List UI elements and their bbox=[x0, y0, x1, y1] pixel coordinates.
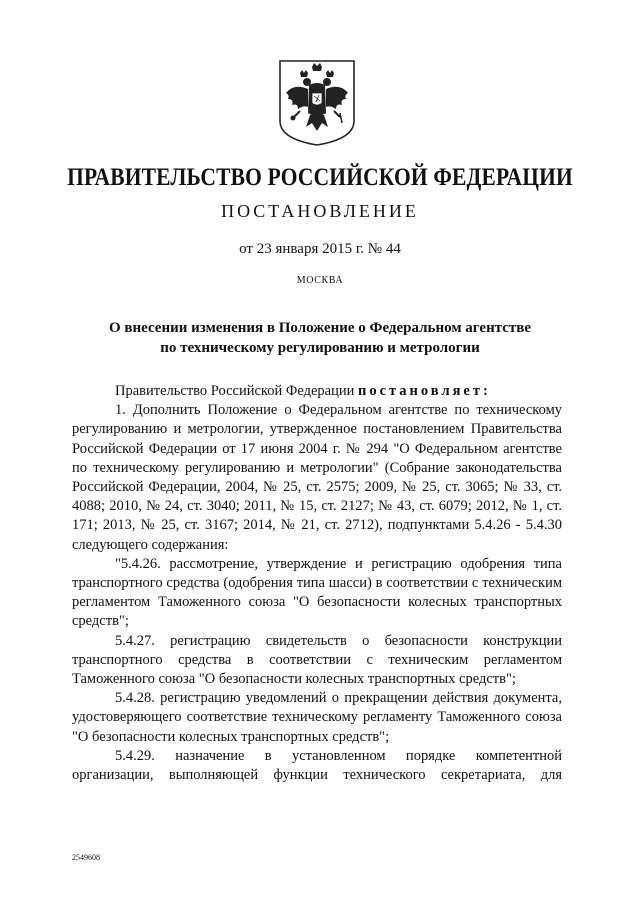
lead-prefix: Правительство Российской Федерации bbox=[115, 383, 358, 399]
document-body bbox=[72, 382, 562, 785]
coat-of-arms-icon bbox=[276, 55, 358, 147]
document-subject bbox=[0, 318, 640, 358]
lead-paragraph bbox=[72, 382, 562, 401]
paragraph-5-4-27: 5.4.27. регистрацию свидетельств о безопасности конструкции транспортного средства в соответствии с техническим регламентом Таможенного союза "О безопасности колесных транспортных средств"; bbox=[72, 632, 562, 688]
document-type: ПОСТАНОВЛЕНИЕ bbox=[221, 201, 419, 221]
document-code: 2549608 bbox=[72, 853, 100, 862]
paragraph-5-4-26: "5.4.26. рассмотрение, утверждение и регистрацию одобрения типа транспортного средства (одобрения типа шасси) в соответствии с техническим регламентом Таможенного союза "О безопасности колесных транспортных средств"; bbox=[72, 555, 562, 630]
paragraph-5-4-28: 5.4.28. регистрацию уведомлений о прекращении действия документа, удостоверяющего соответствие техническому регламенту Таможенного союза "О безопасности колесных транспортных средств"; bbox=[72, 690, 562, 745]
subject-line-1: О внесении изменения в Положение о Федеральном агентстве bbox=[108, 320, 532, 336]
resolves-word: постановляет: bbox=[357, 383, 491, 399]
paragraph-5-4-29: 5.4.29. назначение в установленном порядке компетентной организации, выполняющей функции технического секретариата, для bbox=[72, 747, 562, 784]
subject-line-2: по техническому регулированию и метрологии bbox=[160, 340, 480, 356]
government-title: ПРАВИТЕЛЬСТВО РОССИЙСКОЙ ФЕДЕРАЦИИ bbox=[67, 164, 573, 191]
document-city: МОСКВА bbox=[296, 275, 344, 286]
paragraph-1: 1. Дополнить Положение о Федеральном агентстве по техническому регулированию и метрологии, утвержденное постановлением Правительства Российской Федерации от 17 июня 2004 г. № 294 "О Федеральном агентстве по техническому регулированию и метрологии" (Собрание законодательства Российской Федерации, 2004, № 25, ст. 2575; 2009, № 25, ст. 3065; № 33, ст. 4088; 2010, № 24, ст. 3040; 2011, № 15, ст. 2127; № 43, ст. 6079; 2012, № 1, ст. 171; 2013, № 25, ст. 3167; 2014, № 21, ст. 2712), подпунктами 5.4.26 - 5.4.30 следующего содержания: bbox=[72, 402, 562, 553]
document-date-number: от 23 января 2015 г. № 44 bbox=[239, 241, 401, 257]
